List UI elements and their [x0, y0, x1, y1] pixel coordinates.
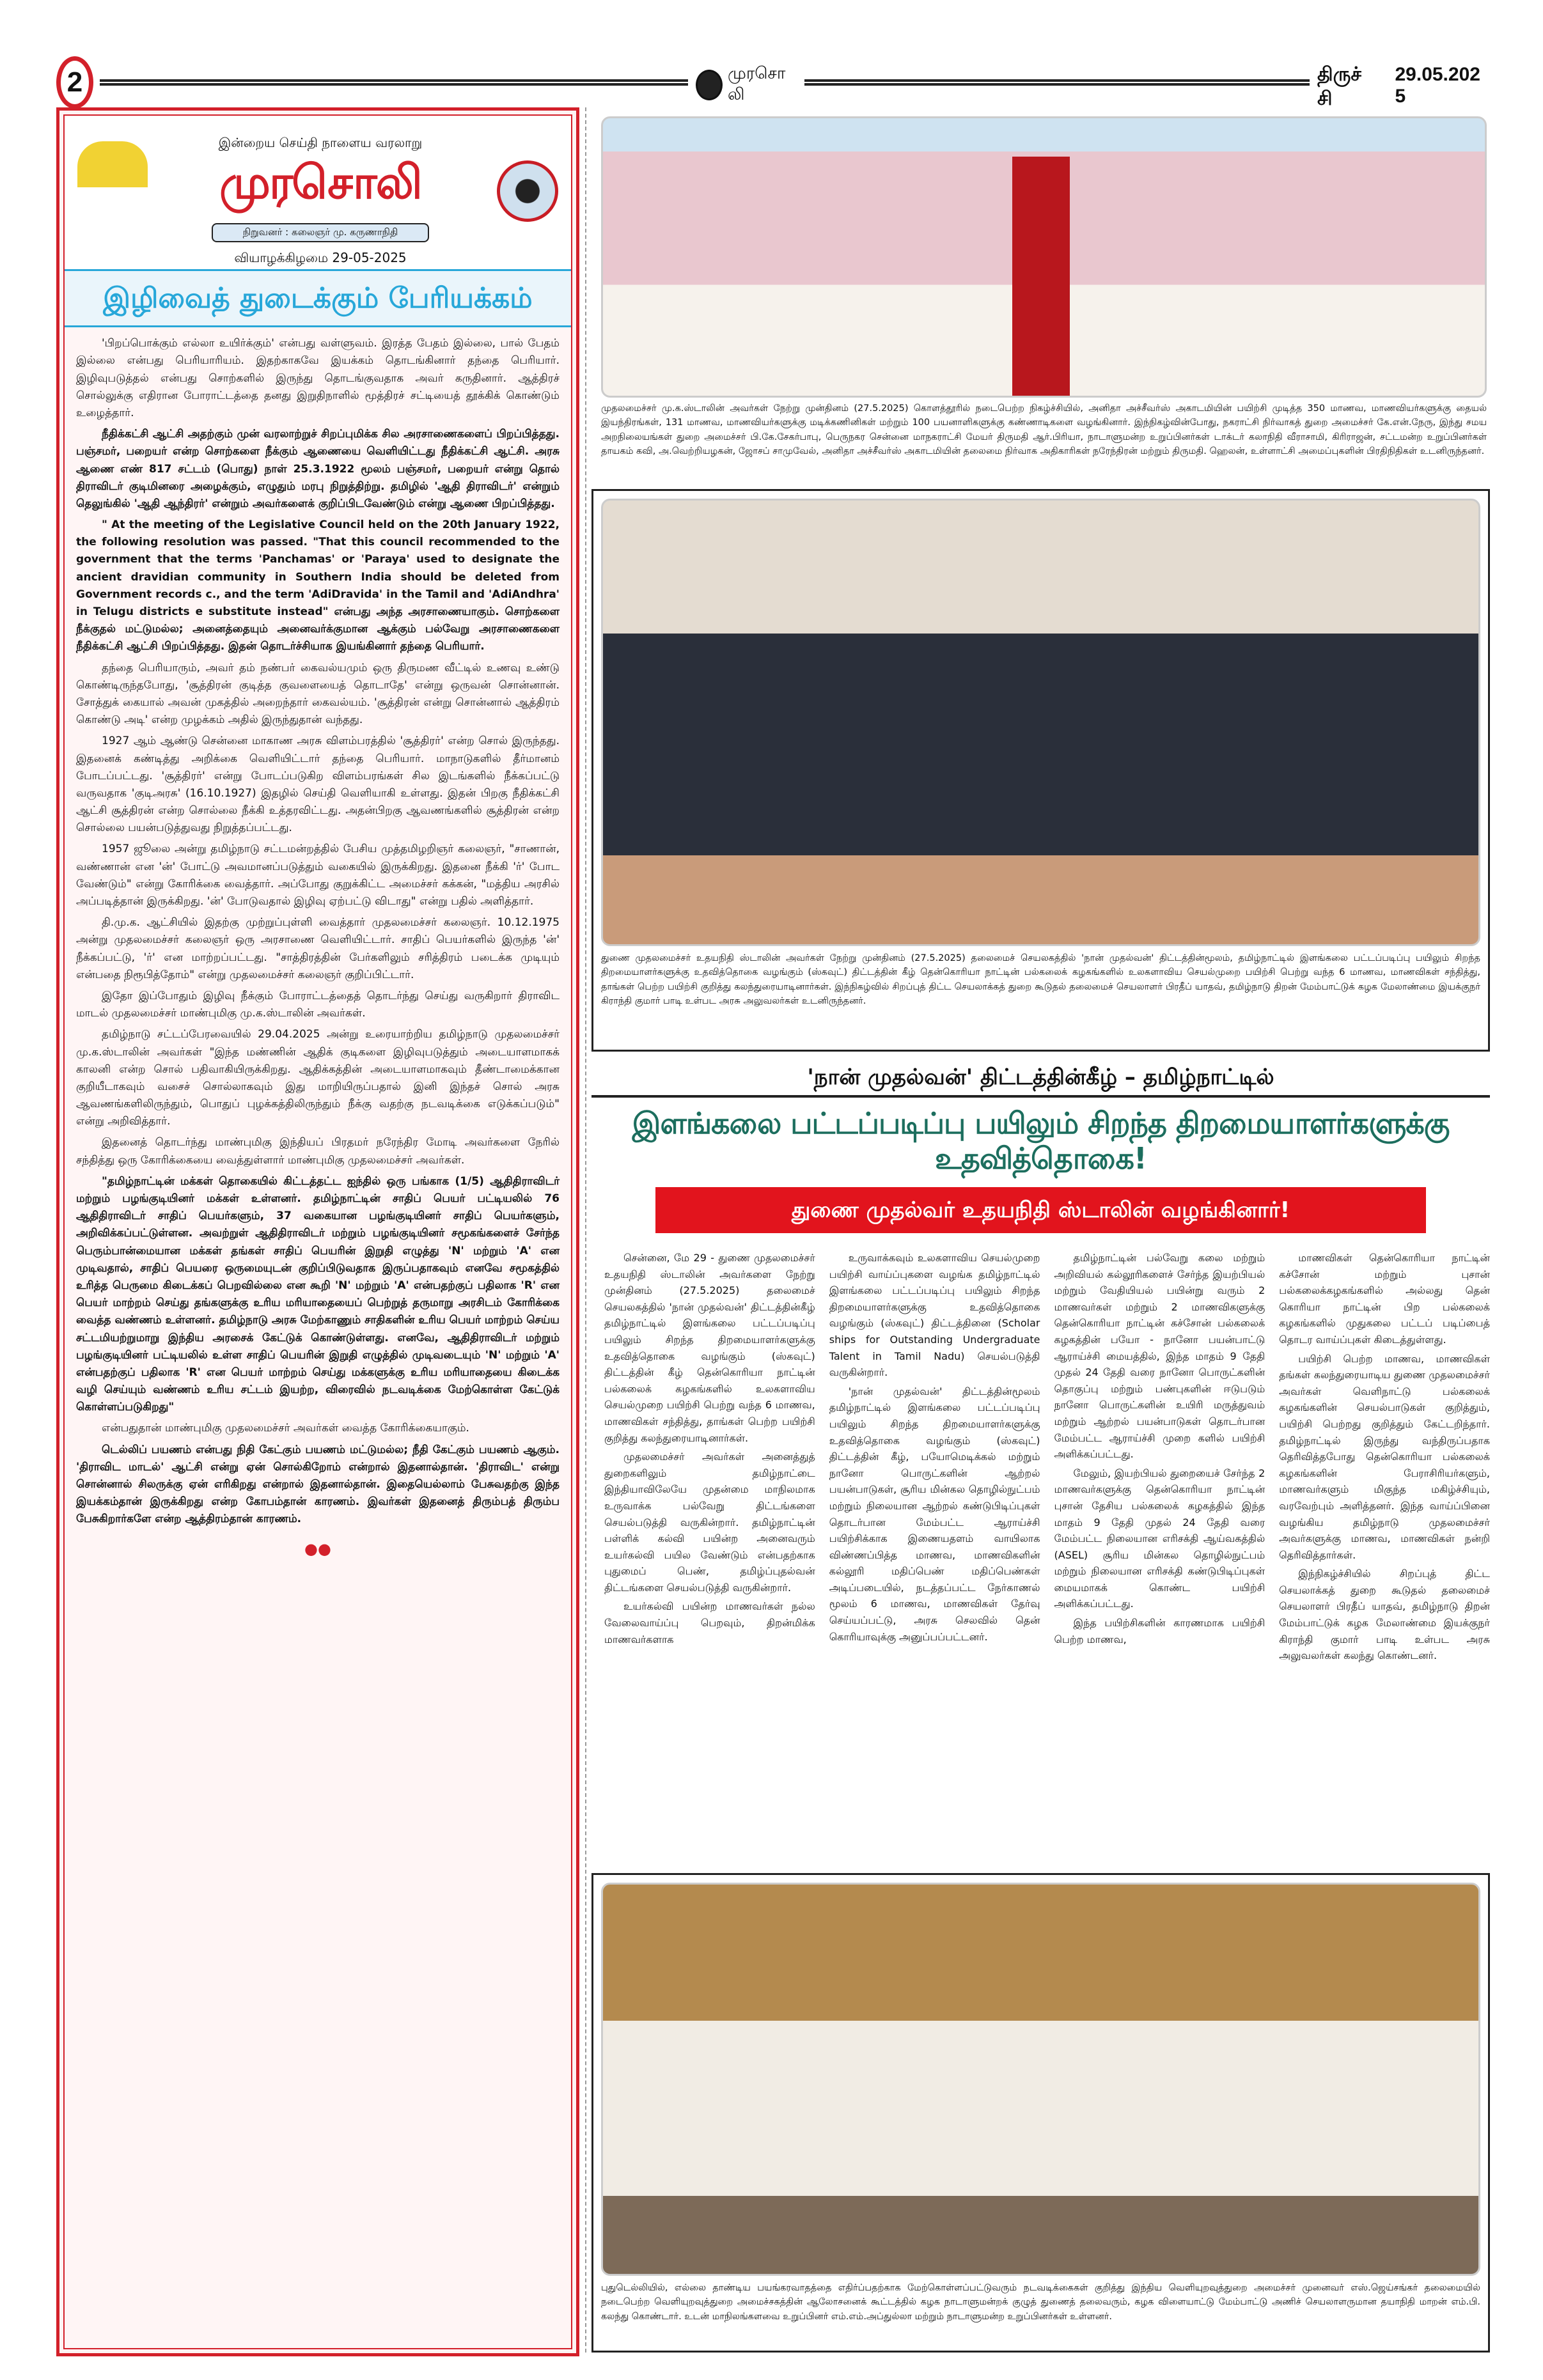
article-column — [1054, 1250, 1265, 1667]
photo-delhi-meeting — [601, 1883, 1480, 2276]
editorial-paragraph: " At the meeting of the Legislative Council held on the 20th January 1922, the following resolution was passed. "That this council recommended to the government that the terms 'Panchamas' or 'Paraya' used to designate the ancient dravidian community in Southern India should be deleted from Government records c., and the term 'AdiDravida' in the Tamil and 'AdiAndhra' in Telugu districts e substitute instead" என்பது அந்த அரசாணையாகும். சொற்களை நீக்குதல் மட்டுமல்ல; அனைத்தையும் அனைவர்க்குமான ஆக்கும் பல்வேறு அரசாணைகளை நீதிக்கட்சி ஆட்சி பிறப்பித்தது. இதன் தொடர்ச்சியாக இயங்கினார் தந்தை பெரியார். — [76, 518, 560, 653]
article-paragraph: உயர்கல்வி பயின்ற மாணவர்கள் நல்ல வேலைவாய்ப்பு பெறவும், திறன்மிக்க மாணவர்களாக — [604, 1600, 815, 1645]
editorial-paragraph: 'பிறப்பொக்கும் எல்லா உயிர்க்கும்' என்பது வள்ளுவம். இரத்த பேதம் இல்லை, பால் பேதம் இல்லை என்பது பெரியாரியம். இதற்காகவே இயக்கம் தொடங்கினார் தந்தை பெரியார். இழிவுபடுத்தல் என்பது சொற்களில் இருந்து தொடங்குவதாக அவர் கருதினார். ஆத்திரச் சொல்லுக்கு எதிரான போராட்டத்தை தனது இறுதிநாளில் மூத்திரச் சட்டியைத் தூக்கிக் கொண்டும் உழைத்தார். — [76, 337, 560, 419]
column-divider — [585, 107, 586, 2353]
page-header — [56, 51, 1490, 109]
article-paragraph: உருவாக்கவும் உலகளாவிய செயல்முறை பயிற்சி வாய்ப்புகளை வழங்க தமிழ்நாட்டில் இளங்கலை பட்டப்படிப்பு பயிலும் சிறந்த திறமையாளர்களுக்கு உதவித்தொகை வழங்கும் (ஸ்கவுட்) திட்டத்தினை (Scholar ships for Outstanding Undergraduate Talent in Tamil Nadu) செயல்படுத்தி வருகின்றார். — [829, 1252, 1040, 1379]
header-rule — [804, 79, 1310, 86]
article-kicker: 'நான் முதல்வன்' திட்டத்தின்கீழ் – தமிழ்நாட்டில் — [591, 1064, 1490, 1098]
paper-name: முரசொலி — [728, 64, 786, 104]
masthead — [65, 116, 571, 269]
article-column — [604, 1250, 815, 1667]
editorial-headline: இழிவைத் துடைக்கும் பேரியக்கம் — [65, 269, 571, 327]
murasoli-logo: முரசொலி — [219, 155, 421, 209]
photo3-caption: புதுடெல்லியில், எல்லை தாண்டிய பயங்கரவாதத்தை எதிர்ப்பதற்காக மேற்கொள்ளப்பட்டுவரும் நடவடிக்கைகள் குறித்து இந்திய வெளியுறவுத்துறை அமைச்சர் முனைவர் எஸ்.ஜெய்சங்கர் தலைமையில் நடைபெற்ற வெளியுறவுத்துறை அமைச்சகத்தின் ஆலோசனைக் கூட்டத்தில் கழக நாடாளுமன்றக் குழுத் துணைத் தலைவரும், கழக விளையாட்டு மேம்பாட்டு அணிச் செயலாளருமான தயாநிதி மாறன் எம்.பி. கலந்து கொண்டார். உடன் மாநிலங்களவை உறுப்பினர் எம்.எம்.அப்துல்லா மற்றும் நாடாளுமன்ற உறுப்பினர்கள் உள்ளனர். — [601, 2283, 1480, 2322]
day-date: வியாழக்கிழமை 29-05-2025 — [234, 250, 407, 265]
editorial-paragraph: 1957 ஜூலை அன்று தமிழ்நாடு சட்டமன்றத்தில் பேசிய முத்தமிழறிஞர் கலைஞர், "சாணான், வண்ணான் என 'ன்' போட்டு அவமானப்படுத்தும் வகையில் இருக்கிறது. இதனை நீக்கி 'ர்' போட வேண்டும்" என்று கோரிக்கை வைத்தார். அப்போது குறுக்கிட்ட அமைச்சர் கக்கன், "மத்திய அரசில் அப்படித்தான் இருக்கிறது. 'ன்' போடுவதால் இழிவு ஏற்பட்டு விடாது" என்று பதில் அளித்தார். — [76, 843, 560, 908]
article-paragraph: தமிழ்நாட்டின் பல்வேறு கலை மற்றும் அறிவியல் கல்லூரிகளைச் சேர்ந்த இயற்பியல் மற்றும் வேதியியல் பயின்று வரும் 2 மாணவர்கள் மற்றும் 2 மாணவிகளுக்கு தென்கொரியா நாட்டின் கச்சோன் பல்கலைக் கழகத்தின் பயோ - நானோ பயன்பாட்டு ஆராய்ச்சி மையத்தில், இந்த மாதம் 9 தேதி முதல் 24 தேதி வரை நானோ பொருட்களின் தொகுப்பு மற்றும் பண்புகளின் ஈடுபடும் நானோ பொருட்களின் உயிரி மருத்துவம் மற்றும் ஆற்றல் பயன்பாடுகள் தொடர்பான மேம்பட்ட ஆராய்ச்சி முறை களில் பயிற்சி அளிக்கப்பட்டது. — [1054, 1252, 1265, 1461]
article-paragraph: பயிற்சி பெற்ற மாணவ, மாணவிகள் தங்கள் கலந்துரையாடிய துணை முதலமைச்சர் அவர்கள் வெளிநாட்டு பல்கலைக் கழகங்களின் செயல்பாடுகள் குறித்தும், பயிற்சி பெற்றது குறித்தும் கேட்டறிந்தார். தமிழ்நாட்டில் இருந்து வந்திருப்பதாக தெரிவித்தபோது தென்கொரியா பல்கலைக் கழகங்களின் பேராசிரியர்களும், மாணவர்களும் மிகுந்த மகிழ்ச்சியும், வரவேற்பும் அளித்தனர். இந்த வாய்ப்பினை வழங்கிய தமிழ்நாடு முதலமைச்சர் அவர்களுக்கு மாணவ, மாணவிகள் நன்றி தெரிவித்தார்கள். — [1279, 1352, 1490, 1561]
edition: திருச்சி — [1317, 64, 1361, 109]
article-column — [829, 1250, 1040, 1667]
article-paragraph: முதலமைச்சர் அவர்கள் அனைத்துத் துறைகளிலும் தமிழ்நாட்டை இந்தியாவிலேயே முதன்மை மாநிலமாக உருவாக்க பல்வேறு திட்டங்களை செயல்படுத்தி வருகின்றார். தமிழ்நாட்டின் பள்ளிக் கல்வி பயின்ற அனைவரும் உயர்கல்வி பயில வேண்டும் என்பதற்காக புதுமைப் பெண், தமிழ்ப்புதல்வன் திட்டங்களை செயல்படுத்தி வருகின்றார். — [604, 1451, 815, 1594]
bull-icon — [696, 70, 723, 100]
header-logo — [696, 64, 798, 106]
kalaignar-illustration — [77, 141, 148, 256]
article-body — [604, 1250, 1490, 1667]
editorial-paragraph: தந்தை பெரியாரும், அவர் தம் நண்பர் கைவல்யமும் ஒரு திருமண வீட்டில் உணவு உண்டு கொண்டிருந்தபோது, 'சூத்திரன் குடித்த குவளையைத் தொடாதே' என்று ஒருவன் சொன்னான். சோத்துக் கையால் அவன் முகத்தில் அறைந்தார் கைவல்யம். 'சூத்திரன் என்று சொன்னால் ஆத்திரம் கொண்டு அடி' என்ற முழக்கம் அதில் இருந்துதான் வந்தது. — [76, 661, 560, 727]
article-column — [1279, 1250, 1490, 1667]
end-marks: ●● — [304, 1539, 331, 1558]
editorial-paragraph: என்பதுதான் மாண்புமிகு முதலமைச்சர் அவர்கள் வைத்த கோரிக்கையாகும். — [102, 1422, 469, 1435]
article-headline: இளங்கலை பட்டப்படிப்பு பயிலும் சிறந்த திறமையாளர்களுக்கு உதவித்தொகை! — [632, 1106, 1450, 1176]
page-number: 2 — [56, 56, 93, 109]
article-paragraph: மாணவிகள் தென்கொரியா நாட்டின் கச்சோன் மற்றும் புசான் பல்கலைக்கழகங்களில் அல்லது தென் கொரியா நாட்டின் பிற பல்கலைக் கழகங்களில் முதுகலை பட்டப் படிப்பைத் தொடர வாய்ப்புகள் கிடைத்துள்ளது. — [1279, 1252, 1490, 1346]
editorial-body — [65, 327, 571, 1539]
editorial-paragraph: 1927 ஆம் ஆண்டு சென்னை மாகாண அரசு விளம்பரத்தில் 'சூத்திரர்' என்ற சொல் இருந்தது. இதனைக் கண்டித்து அறிக்கை வெளியிட்டார் தந்தை பெரியார். மாநாடுகளில் தீர்மானம் போடப்பட்டது. 'சூத்திரர்' என்று போடப்படுகிற விளம்பரங்கள் சில இடங்களில் நீக்கப்பட்டு வருவதாக 'குடிஅரசு' (16.10.1927) இதழில் செய்தி வெளியாகி உள்ளது. இதன் பிறகு நீதிக்கட்சி ஆட்சி சூத்திரன் என்ற சொல்லை நீக்கி உத்தரவிட்டது. அதன்பிறகு ஆவணங்களில் சூத்திரன் என்ற சொல்லை பயன்படுத்துவது நிறுத்தப்பட்டது. — [76, 735, 560, 835]
article-paragraph: சென்னை, மே 29 - துணை முதலமைச்சர் உதயநிதி ஸ்டாலின் அவர்களை நேற்று முன்தினம் (27.5.2025) தலைமைச் செயலகத்தில் 'நான் முதல்வன்' திட்டத்தின்கீழ் தமிழ்நாட்டில் இளங்கலை பட்டப்படிப்பு பயிலும் சிறந்த திறமையாளர்களுக்கு உதவித்தொகை வழங்கும் (ஸ்கவுட்) திட்டத்தின் கீழ் தென்கொரியா நாட்டின் பல்கலைக் கழகங்களில் உலகளாவிய செயல்முறை பயிற்சி பெற்று வந்த 6 மாணவ, மாணவிகள் சந்தித்து, தாங்கள் பெற்ற பயிற்சி குறித்து கலந்துரையாடினார்கள். — [604, 1252, 815, 1444]
tagline: இன்றைய செய்தி நாளைய வரலாறு — [218, 135, 423, 150]
photo2-caption: துணை முதலமைச்சர் உதயநிதி ஸ்டாலின் அவர்கள் நேற்று முன்தினம் (27.5.2025) தலைமைச் செயலகத்தில் 'நான் முதல்வன்' திட்டத்தின்மூலம், தமிழ்நாட்டில் இளங்கலை பட்டப்படிப்பு பயிலும் சிறந்த திறமையாளர்களுக்கு உதவித்தொகை வழங்கும் (ஸ்கவுட்) திட்டத்தின் கீழ் தென்கொரியா நாட்டின் பல்கலைக் கழகங்களில் உலகளாவிய செயல்முறை பயிற்சி பெற்று வந்த 6 மாணவ, மாணவிகள் சந்தித்து, தாங்கள் பெற்ற பயிற்சி குறித்து கலந்துரையாடினார்கள். இந்நிகழ்வில் சிறப்புத் திட்ட செயலாக்கத் துறை கூடுதல் தலைமைச் செயலாளர் பிரதீப் யாதவ், தமிழ்நாடு திறன் மேம்பாட்டுக் கழக மேலாண்மை இயக்குநர் கிராந்தி குமார் பாடி உள்பட அரசு அலுவலர்கள் உடனிருந்தனர். — [601, 953, 1480, 1007]
photo1-caption: முதலமைச்சர் மு.க.ஸ்டாலின் அவர்கள் நேற்று முன்தினம் (27.5.2025) கொளத்தூரில் நடைபெற்ற நிகழ்ச்சியில், அனிதா அச்சீவர்ஸ் அகாடமியின் பயிற்சி முடித்த 350 மாணவ, மாணவியர்களுக்கு தையல் இயந்திரங்கள், 131 மாணவ, மாணவியர்களுக்கு மடிக்கணினிகள் மற்றும் 100 பயனாளிகளுக்கு கண்ணாடிகளை வழங்கினார். இந்நிகழ்வின்போது, நகராட்சி நிர்வாகத் துறை அமைச்சர் கே.என்.நேரு, இந்து சமய அறநிலையங்கள் துறை அமைச்சர் பி.கே.சேகர்பாபு, பெருநகர சென்னை மாநகராட்சி மேயர் திருமதி ஆர்.பிரியா, நாடாளுமன்ற உறுப்பினர்கள் டாக்டர் கலாநிதி வீராசாமி, கிரிராஜன், சட்டமன்ற உறுப்பினர்கள் தாயகம் கவி, அ.வெற்றியழகன், ஜோசப் சாமுவேல், அனிதா அச்சீவர்ஸ் அகாடமியின் தலைமை நிர்வாக அதிகாரிகள் நரேந்திரன் மற்றும் திருமதி. ஹெலன், உள்ளாட்சி அமைப்புகளின் பிரதிநிதிகள் உடனிருந்தனர். — [601, 403, 1487, 457]
photo-cm-event — [601, 116, 1487, 398]
editorial-box — [56, 107, 579, 2356]
bull-emblem — [497, 160, 558, 222]
article-paragraph: மேலும், இயற்பியல் துறையைச் சேர்ந்த 2 மாணவர்களுக்கு தென்கொரியா நாட்டின் புசான் தேசிய பல்கலைக் கழகத்தில் இந்த மாதம் 9 தேதி முதல் 24 தேதி வரை மேம்பட்ட நிலையான எரிசக்தி ஆய்வகத்தில் (ASEL) சூரிய மின்கல தொழில்நுட்பம் மற்றும் நிலையான எரிசக்தி கண்டுபிடிப்புகள் மையமாகக் கொண்ட பயிற்சி அளிக்கப்பட்டது. — [1054, 1466, 1265, 1610]
editorial-paragraph: தமிழ்நாடு சட்டப்பேரவையில் 29.04.2025 அன்று உரையாற்றிய தமிழ்நாடு முதலமைச்சர் மு.க.ஸ்டாலின் அவர்கள் "இந்த மண்ணின் ஆதிக் குடிகளை இழிவுபடுத்தும் அடையாளமாகக் காலனி என்ற சொல் பதிவாகியிருக்கிறது. ஆதிக்கத்தின் அடையாளமாகவும் தீண்டாமைக்கான குறியீடாகவும் வசைச் சொல்லாகவும் இது மாறியிருப்பதால் இனி இந்தச் சொல் அரசு ஆவணங்களிலிருந்தும், பொதுப் புழக்கத்திலிருந்தும் நீக்கு வதற்கு நடவடிக்கை எடுக்கப்படும்" என்று அறிவித்தார். — [76, 1028, 560, 1128]
article-paragraph: இந்த பயிற்சிகளின் காரணமாக பயிற்சி பெற்ற மாணவ, — [1054, 1617, 1265, 1645]
article-subhead: துணை முதல்வர் உதயநிதி ஸ்டாலின் வழங்கினார்! — [655, 1187, 1426, 1233]
editorial-paragraph: நீதிக்கட்சி ஆட்சி அதற்கும் முன் வரலாற்றுச் சிறப்புமிக்க சில அரசாணைகளைப் பிறப்பித்தது. பஞ்சமர், பறையர் என்ற சொற்களை நீக்கும் ஆணையை வெளியிட்டது நீதிக்கட்சி ஆட்சி. அரசு ஆணை எண் 817 சட்டம் (பொது) நாள் 25.3.1922 மூலம் பஞ்சமர், பறையர் என்று தொல் திராவிடர் குடிமினரை அழைக்கும், எழுதும் மரபு நிறுத்திற்று. தமிழில் 'ஆதி திராவிடர்' என்றும் தெலுங்கில் 'ஆதி ஆந்திரர்' என்றும் அவர்களைக் குறிப்பிடவேண்டும் என்று ஆணை பிறப்பித்தது. — [76, 428, 560, 510]
article-paragraph: 'நான் முதல்வன்' திட்டத்தின்மூலம் தமிழ்நாட்டில் இளங்கலை பட்டப்படிப்பு பயிலும் சிறந்த திறமையாளர்களுக்கு உதவித்தொகை வழங்கும் (ஸ்கவுட்) திட்டத்தின் கீழ், பயோமெடிக்கல் மற்றும் நானோ பொருட்களின் ஆற்றல் பயன்பாடுகள், சூரிய மின்கல தொழில்நுட்பம் மற்றும் நிலையான ஆற்றல் கண்டுபிடிப்புகள் தொடர்பான மேம்பட்ட ஆராய்ச்சி பயிற்சிக்காக இணையதளம் வாயிலாக விண்ணப்பித்த மாணவ, மாணவிகளின் கல்லூரி மதிப்பெண் மதிப்பெண்கள் அடிப்படையில், நடத்தப்பட்ட நேர்காணல் மூலம் 6 மாணவ, மாணவிகள் தேர்வு செய்யப்பட்டு, அரசு செலவில் தென் கொரியாவுக்கு அனுப்பப்பட்டனர். — [829, 1385, 1040, 1643]
founder-label: நிறுவனர் : கலைஞர் மு. கருணாநிதி — [212, 223, 429, 242]
photo-students-meeting — [601, 499, 1480, 946]
editorial-paragraph: இதோ இப்போதும் இழிவு நீக்கும் போராட்டத்தைத் தொடர்ந்து செய்து வருகிறார் திராவிட மாடல் முதலமைச்சர் மாண்புமிகு மு.க.ஸ்டாலின் அவர்கள். — [76, 989, 560, 1020]
header-rule — [100, 79, 688, 86]
article-paragraph: இந்நிகழ்ச்சியில் சிறப்புத் திட்ட செயலாக்கத் துறை கூடுதல் தலைமைச் செயலாளர் பிரதீப் யாதவ், தமிழ்நாடு திறன் மேம்பாட்டுக் கழக மேலாண்மை இயக்குநர் கிராந்தி குமார் பாடி உள்பட அரசு அலுவலர்கள் கலந்து கொண்டனர். — [1279, 1567, 1490, 1662]
issue-date: 29.05.2025 — [1395, 64, 1480, 107]
red-carpet — [1012, 157, 1070, 396]
editorial-paragraph: டெல்லிப் பயணம் என்பது நிதி கேட்கும் பயணம் மட்டுமல்ல; நீதி கேட்கும் பயணம் ஆகும். 'திராவிட மாடல்' ஆட்சி என்று ஏன் சொல்கிறோம் என்றால் இதனால்தான். 'திராவிட' என்று சொன்னால் சிலருக்கு ஏன் எரிகிறது என்றால் இதனால்தான். இதையெல்லாம் பேசுவதற்கு இந்த இயக்கம்தான் இருக்கிறது என்ற கோபம்தான் காரணம். இவர்கள் இதனைத் திரும்பத் திரும்ப பேசுகிறார்களே என்ற ஆத்திரம்தான் காரணம். — [76, 1443, 560, 1526]
editorial-paragraph: "தமிழ்நாட்டின் மக்கள் தொகையில் கிட்டத்தட்ட ஐந்தில் ஒரு பங்காக (1/5) ஆதிதிராவிடர் மற்றும் பழங்குடியினர் மக்கள் உள்ளனர். தமிழ்நாட்டின் சாதிப் பெயர் பட்டியலில் 76 ஆதிதிராவிடர் சாதிப் பெயர்களும், 37 வகையான பழங்குடியினர் சாதிப் பெயர்களும், அறிவிக்கப்பட்டுள்ளன. அவற்றுள் ஆதிதிராவிடர் மற்றும் பழங்குடியினர் சமூகங்களைச் சேர்ந்த பெரும்பான்மையான மக்கள் தங்கள் சாதிப் பெயரின் இறுதி எழுத்து 'N' மற்றும் 'A' என முடிவதால், சாதிப் பெயரை ஒருமையுடன் குறிப்பிடுவதாக இருப்பதாகவும் எனவே சமூகத்தில் உரித்த பெருமை கிடைக்கப் பெறவில்லை என கூறி 'N' மற்றும் 'A' என்பதற்குப் பதிலாக 'R' என பெயர் மாற்றம் செய்து தங்களுக்கு உரிய மரியாதையைப் பெற்றுத் தருமாறு அரசிடம் கோரிக்கை வைத்த வண்ணம் உள்ளனர். தமிழ்நாடு அரசு மேற்காணும் சாதிகளின் உரிய பெயர் மாற்றம் செய்ய சட்டமியற்றுமாறு இந்திய அரசைக் கேட்டுக் கொண்டுள்ளது. எனவே, ஆதிதிராவிடர் மற்றும் பழங்குடியினர் பட்டியலில் உள்ள சாதிப் பெயரின் இறுதி எழுத்தில் முடிவடையும் 'N' மற்றும் 'A' என்பதற்குப் பதிலாக 'R' என பெயர் மாற்றம் செய்து மக்களுக்கு உரிய மரியாதையை கிடைக்க வழி செய்யும் வண்ணம் உரிய சட்டம் இயற்ற, விரைவில் நடவடிக்கை மேற்கொள்ள கேட்டுக் கொள்ளப்படுகிறது" — [76, 1174, 560, 1414]
editorial-paragraph: தி.மு.க. ஆட்சியில் இதற்கு முற்றுப்புள்ளி வைத்தார் முதலமைச்சர் கலைஞர். 10.12.1975 அன்று முதலமைச்சர் கலைஞர் ஒரு அரசாணை வெளியிட்டார். சாதிப் பெயர்களில் இருந்த 'ன்' நீக்கப்பட்டு, 'ர்' என மாற்றப்பட்டது. "சாத்திரத்தின் பேர்களிலும் சரித்திரம் படைக்க முடியும் என்பதை நிரூபித்தோம்" என்று முதலமைச்சர் கலைஞர் குறிப்பிட்டார். — [76, 916, 560, 981]
editorial-paragraph: இதனைத் தொடர்ந்து மாண்புமிகு இந்தியப் பிரதமர் நரேந்திர மோடி அவர்களை நேரில் சந்தித்து ஒரு கோரிக்கையை வைத்துள்ளார் மாண்புமிகு முதலமைச்சர் அவர்கள். — [76, 1136, 560, 1167]
